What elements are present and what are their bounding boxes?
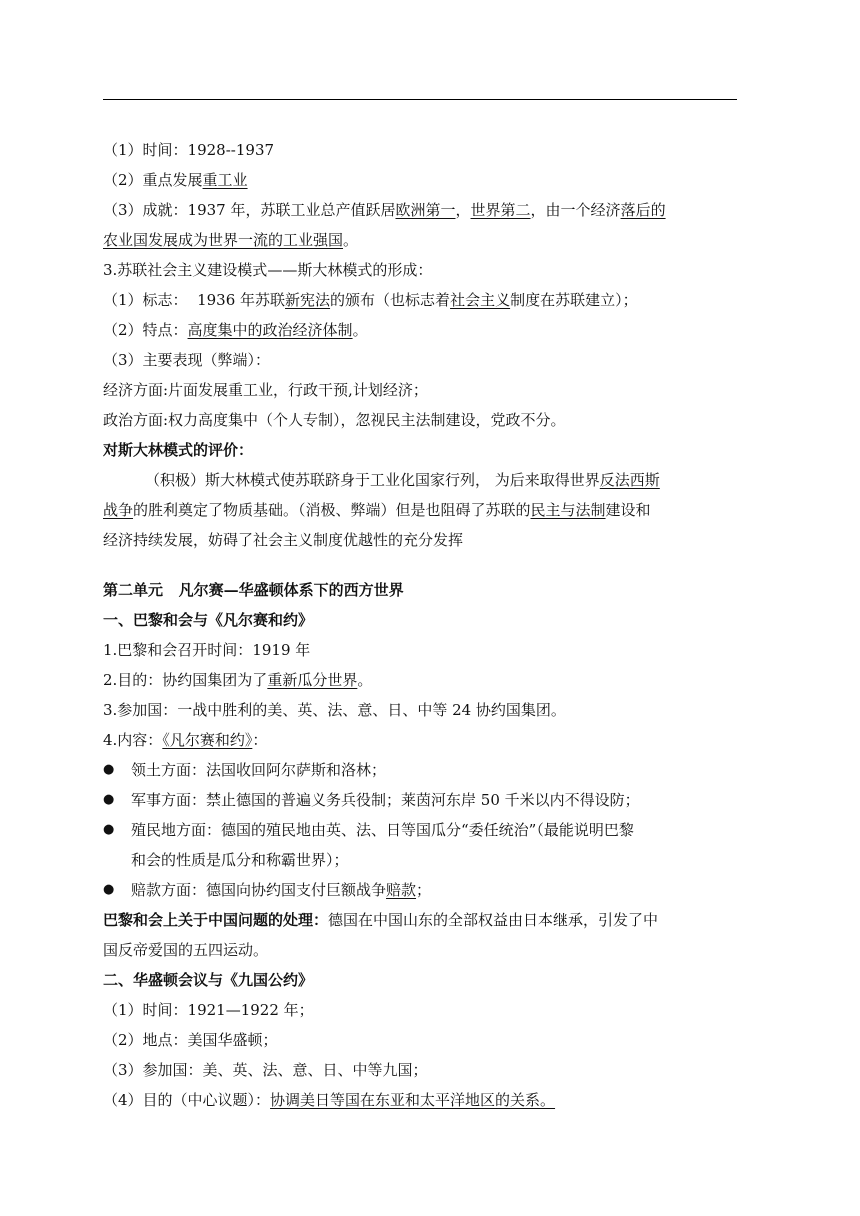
- underlined-text: 重工业: [202, 171, 248, 189]
- text: （2）地点：美国华盛顿；: [103, 1031, 278, 1049]
- underlined-text: 民主与法制: [530, 501, 606, 519]
- underlined-text: 落后的: [620, 201, 666, 219]
- header-rule: [103, 99, 737, 100]
- text: ；: [416, 881, 432, 899]
- bullet-item: [103, 785, 739, 815]
- text-line: [103, 285, 739, 315]
- underlined-text: 欧洲第一: [395, 201, 456, 219]
- text: 经济持续发展，妨碍了社会主义制度优越性的充分发挥: [103, 531, 464, 549]
- text: 赔款方面：德国向协约国支付巨额战争: [131, 881, 387, 899]
- text: 一、巴黎和会与《凡尔赛和约》: [103, 611, 314, 629]
- text-line: [103, 495, 739, 525]
- text-line: [103, 135, 739, 165]
- text: 的颁布（也标志着: [330, 291, 451, 309]
- bullet-icon: ●: [103, 882, 115, 897]
- text-line: [103, 345, 739, 375]
- underlined-text: 社会主义: [450, 291, 511, 309]
- bullet-item: [103, 755, 739, 785]
- bullet-item: [103, 875, 739, 905]
- underlined-text: 赔款: [386, 881, 417, 899]
- text: 领土方面：法国收回阿尔萨斯和洛林；: [131, 761, 387, 779]
- bold-text: 巴黎和会上关于中国问题的处理：: [103, 911, 329, 929]
- text: 。: [352, 321, 368, 339]
- text-line: [103, 225, 739, 255]
- text-line: [103, 635, 739, 665]
- bullet-item: [103, 815, 739, 845]
- text-line: [103, 165, 739, 195]
- bullet-icon: ●: [103, 762, 115, 777]
- bold-heading: [103, 435, 739, 465]
- section-title: [103, 965, 739, 995]
- text: 和会的性质是瓜分和称霸世界）；: [131, 851, 349, 869]
- text-line: [103, 935, 739, 965]
- section-heading: [103, 255, 739, 285]
- text-line: [103, 405, 739, 435]
- underlined-text: 战争: [103, 501, 134, 519]
- text-line: [103, 725, 739, 755]
- text: （3）主要表现（弊端）：: [103, 351, 271, 369]
- unit-title: [103, 575, 739, 605]
- underlined-text: 协调美日等国在东亚和太平洋地区的关系。: [270, 1091, 556, 1109]
- text-line: [103, 315, 739, 345]
- text: 建设和: [605, 501, 651, 519]
- text: （3）参加国：美、英、法、意、日、中等九国；: [103, 1061, 428, 1079]
- document-body: [103, 135, 739, 1115]
- text-line: [103, 845, 739, 875]
- text: （1）时间：1928--1937: [103, 141, 275, 159]
- text-line: [103, 905, 739, 935]
- bullet-icon: ●: [103, 822, 115, 837]
- underlined-text: 反法西斯: [599, 471, 660, 489]
- underlined-text: 《凡尔赛和约》: [162, 731, 253, 749]
- text-line: [103, 195, 739, 225]
- text: （3）成就：1937 年，苏联工业总产值跃居: [103, 201, 396, 219]
- text: 经济方面:片面发展重工业，行政干预,计划经济；: [103, 381, 428, 399]
- text: （2）重点发展: [103, 171, 203, 189]
- text: 国反帝爱国的五四运动。: [103, 941, 269, 959]
- text: 。: [343, 231, 359, 249]
- text-line: [103, 1025, 739, 1055]
- text: 殖民地方面：德国的殖民地由英、法、日等国瓜分“委任统治”（最能说明巴黎: [131, 821, 634, 839]
- text: （4）目的（中心议题）：: [103, 1091, 271, 1109]
- text: 3.苏联社会主义建设模式——斯大林模式的形成：: [103, 261, 433, 279]
- text: （积极）斯大林模式使苏联跻身于工业化国家行列， 为后来取得世界: [145, 471, 600, 489]
- text: 制度在苏联建立）；: [510, 291, 638, 309]
- text: 3.参加国：一战中胜利的美、英、法、意、日、中等 24 协约国集团。: [103, 701, 566, 719]
- text: ，: [455, 201, 471, 219]
- underlined-text: 新宪法: [285, 291, 331, 309]
- text: 德国在中国山东的全部权益由日本继承，引发了中: [328, 911, 659, 929]
- text: 军事方面：禁止德国的普遍义务兵役制；莱茵河东岸 50 千米以内不得设防；: [131, 791, 640, 809]
- text: 政治方面:权力高度集中（个人专制），忽视民主法制建设，党政不分。: [103, 411, 566, 429]
- text: 4.内容：: [103, 731, 163, 749]
- text-line: [103, 465, 739, 495]
- text: 1.巴黎和会召开时间：1919 年: [103, 641, 311, 659]
- text: 。: [357, 671, 373, 689]
- text-line: [103, 375, 739, 405]
- text: 2.目的：协约国集团为了: [103, 671, 268, 689]
- text: （1）标志： 1936 年苏联: [103, 291, 286, 309]
- underlined-text: 农业国发展成为世界一流的工业强国: [103, 231, 344, 249]
- text: （1）时间：1921—1922 年；: [103, 1001, 314, 1019]
- text-line: [103, 1085, 739, 1115]
- text: （2）特点：: [103, 321, 188, 339]
- underlined-text: 高度集中的政治经济体制: [187, 321, 353, 339]
- text-line: [103, 525, 739, 555]
- text: ，由一个经济: [530, 201, 621, 219]
- text: 第二单元 凡尔赛—华盛顿体系下的西方世界: [103, 581, 404, 599]
- text-line: [103, 695, 739, 725]
- text: 的胜利奠定了物质基础。（消极、弊端）但是也阻碍了苏联的: [133, 501, 531, 519]
- text: 二、华盛顿会议与《九国公约》: [103, 971, 314, 989]
- section-title: [103, 605, 739, 635]
- text: 对斯大林模式的评价：: [103, 441, 254, 459]
- evaluation-paragraph: [103, 465, 739, 555]
- text-line: [103, 665, 739, 695]
- underlined-text: 世界第二: [470, 201, 531, 219]
- bullet-icon: ●: [103, 792, 115, 807]
- text-line: [103, 1055, 739, 1085]
- text: ：: [252, 731, 268, 749]
- text-line: [103, 995, 739, 1025]
- underlined-text: 重新瓜分世界: [267, 671, 358, 689]
